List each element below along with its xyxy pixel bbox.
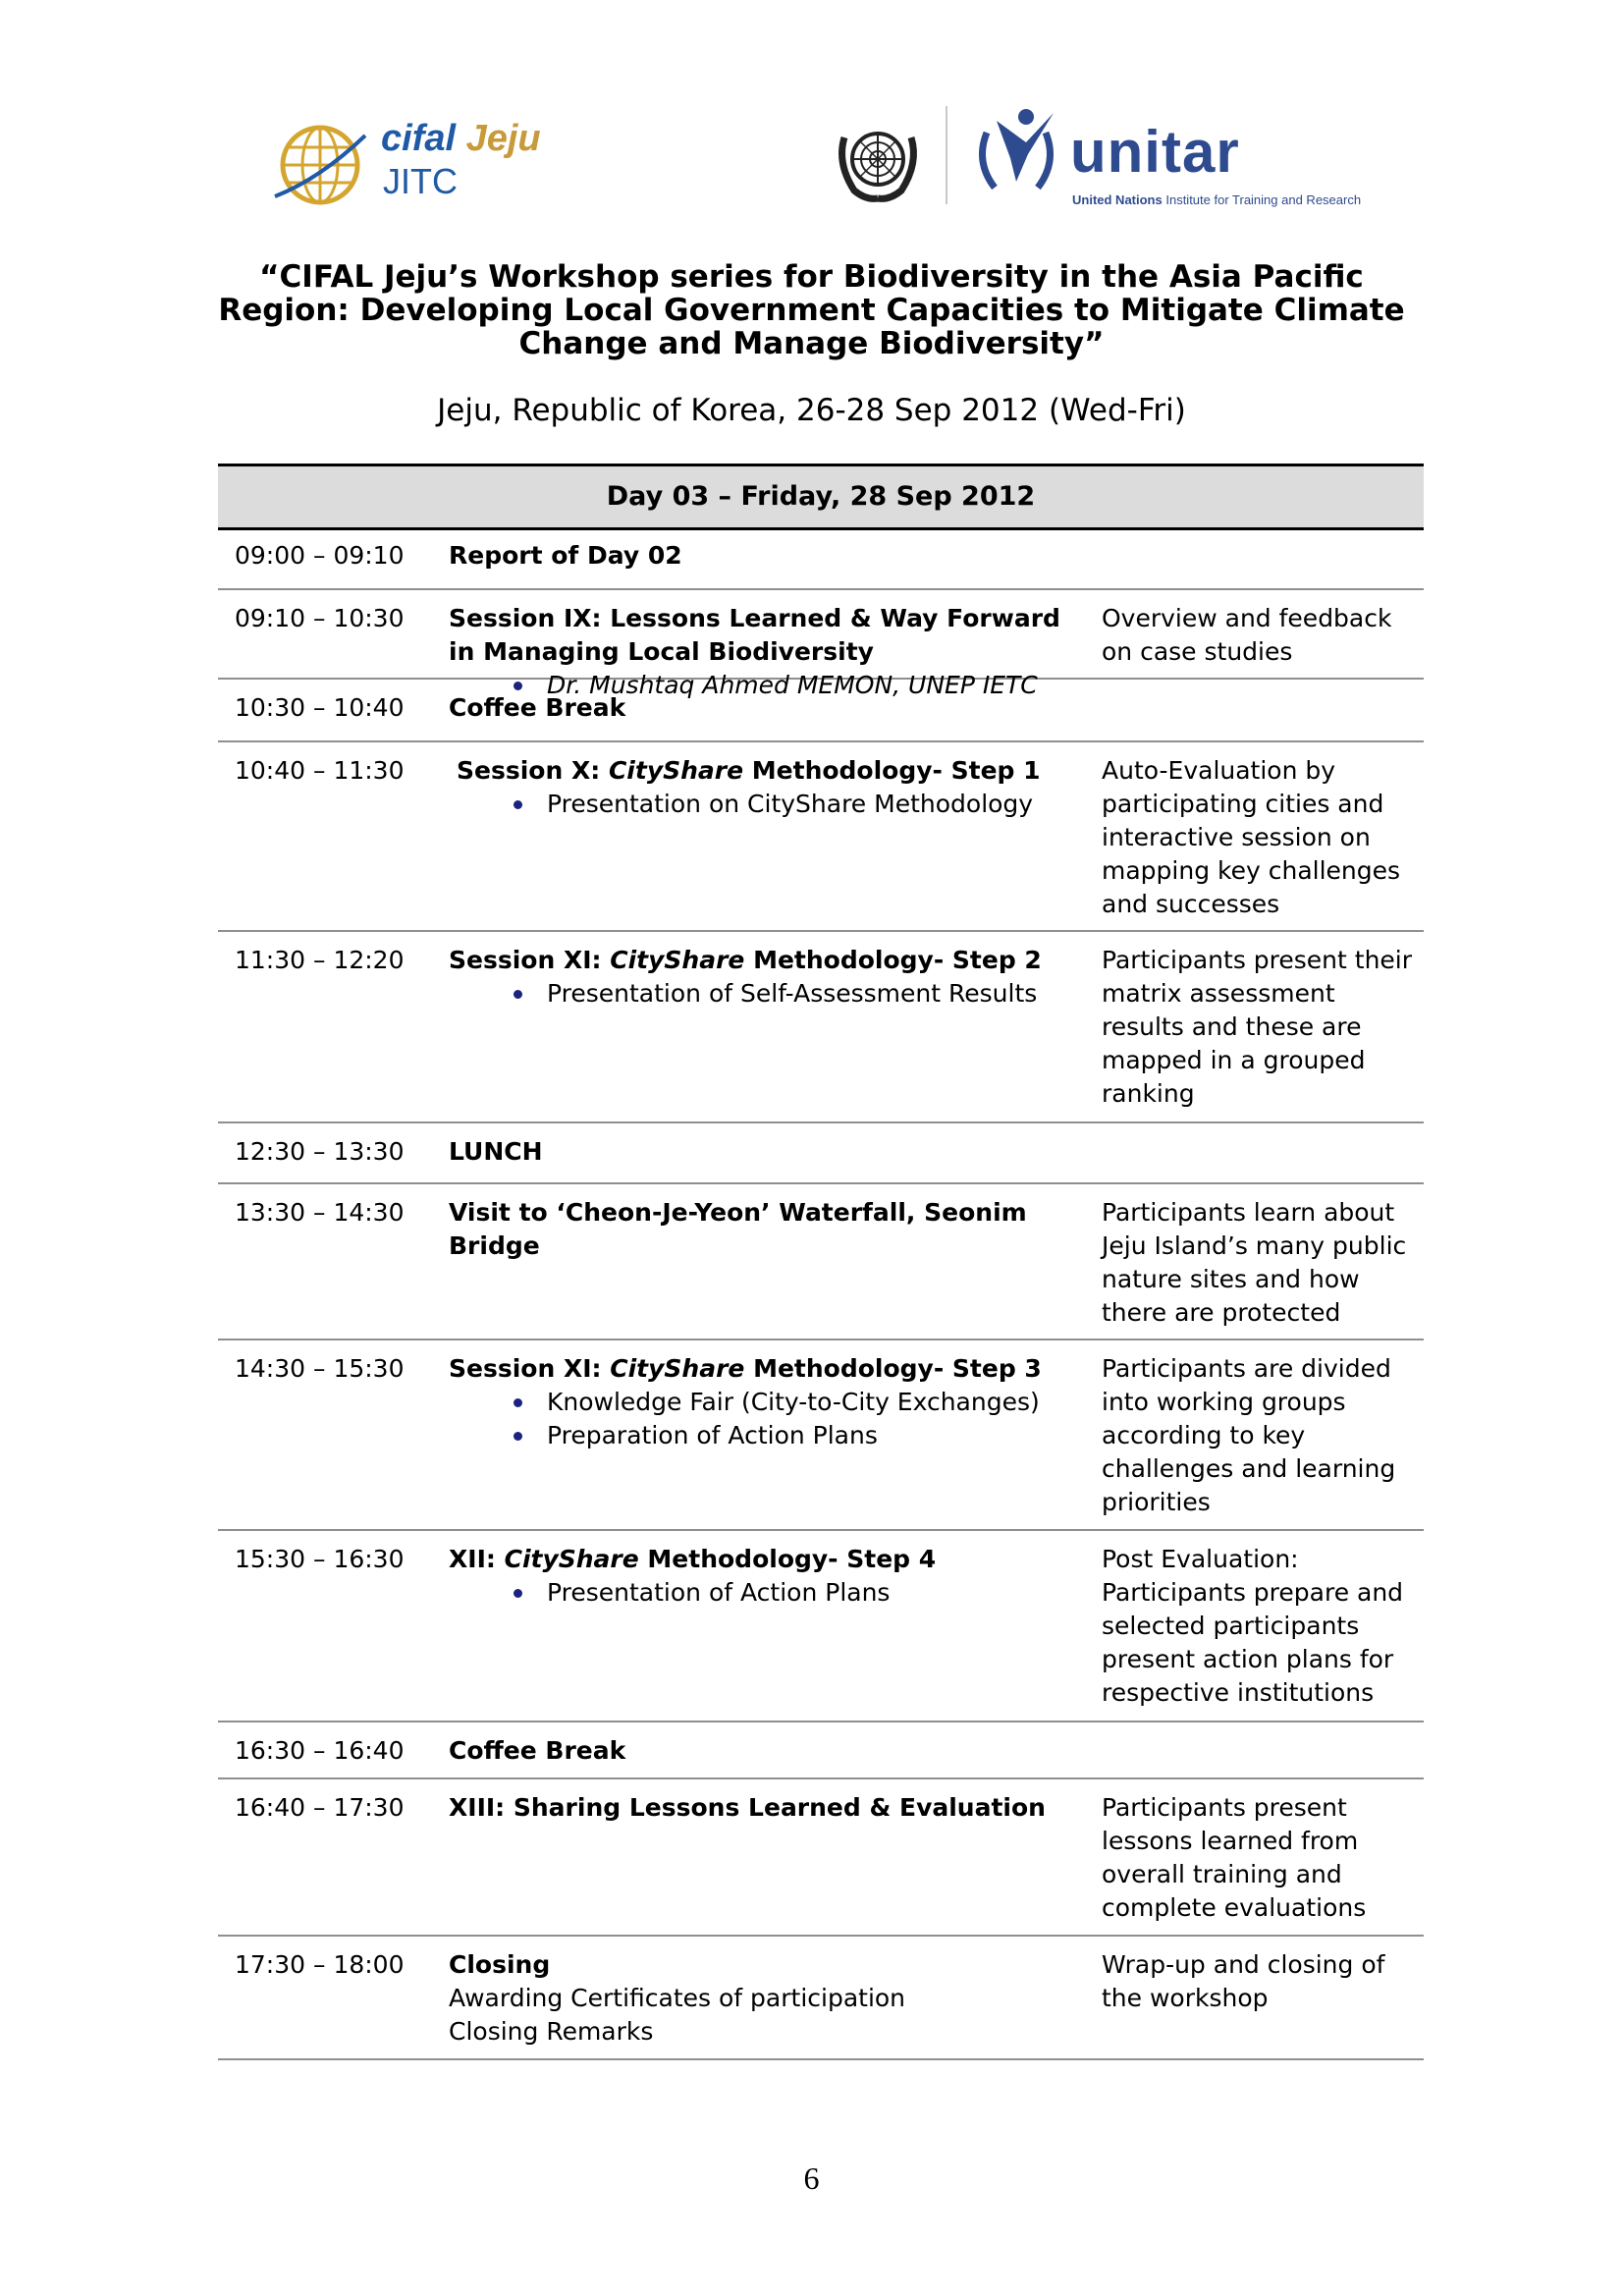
time-cell: 13:30 – 14:30 — [235, 1198, 405, 1227]
unitar-figure-icon — [967, 103, 1065, 201]
session-cell — [449, 944, 1087, 1011]
unitar-wordmark: unitar — [1070, 119, 1240, 185]
time-cell: 11:30 – 12:20 — [235, 946, 405, 974]
logo-divider — [946, 106, 947, 204]
session-method: CityShare — [504, 1545, 639, 1573]
cifal-word: cifal — [381, 118, 457, 159]
unitar-tagline — [1072, 192, 1361, 207]
note-cell: Overview and feedback on case studies — [1102, 604, 1392, 666]
bullet-item: Knowledge Fair (City-to-City Exchanges) — [449, 1386, 1087, 1419]
session-title: LUNCH — [449, 1137, 543, 1166]
document-subtitle: Jeju, Republic of Korea, 26-28 Sep 2012 (Wed-Fri) — [437, 393, 1186, 428]
note-cell: Auto-Evaluation by participating cities and interactive session on mapping key challenges and successes — [1102, 756, 1401, 918]
table-row — [218, 1779, 1424, 1937]
session-number: Session X: — [457, 756, 609, 785]
table-row — [218, 1531, 1424, 1722]
time-cell: 16:40 – 17:30 — [235, 1793, 405, 1822]
jitc-text: JITC — [383, 161, 458, 201]
logo-bar — [0, 98, 1623, 226]
table-row — [218, 1184, 1424, 1340]
table-row — [218, 1937, 1424, 2060]
table-row — [218, 932, 1424, 1123]
time-cell: 15:30 – 16:30 — [235, 1545, 405, 1573]
bullet-item: Presentation of Action Plans — [449, 1576, 1087, 1610]
session-cell — [449, 1543, 1087, 1610]
session-method: CityShare — [610, 946, 745, 974]
cifal-jeju-logo — [273, 108, 568, 216]
bullet-item: Preparation of Action Plans — [449, 1419, 1087, 1452]
session-number: Session XI: — [449, 1354, 611, 1383]
session-title: Visit to ‘Cheon-Je-Yeon’ Waterfall, Seonim Bridge — [449, 1198, 1027, 1260]
table-row — [218, 742, 1424, 932]
table-row — [218, 590, 1424, 699]
session-method: CityShare — [608, 756, 744, 785]
session-title: Coffee Break — [449, 1736, 626, 1765]
page-number: 6 — [803, 2160, 820, 2196]
table-row — [218, 1340, 1424, 1531]
detail-line: Awarding Certificates of participation — [449, 1984, 906, 2012]
unitar-tagline-rest: Institute for Training and Research — [1162, 192, 1362, 207]
globe-icon — [273, 118, 367, 212]
session-title: Session IX: Lessons Learned & Way Forward in Managing Local Biodiversity — [449, 604, 1060, 666]
session-number: XII: — [449, 1545, 505, 1573]
note-cell: Participants present lessons learned from overall training and complete evaluations — [1102, 1793, 1367, 1922]
session-cell — [449, 754, 1087, 821]
time-cell: 09:10 – 10:30 — [235, 604, 405, 632]
schedule-table — [218, 527, 1424, 2060]
table-row — [218, 1722, 1424, 1779]
session-title — [449, 1352, 1087, 1386]
day-header: Day 03 – Friday, 28 Sep 2012 — [218, 464, 1424, 530]
table-row — [218, 1123, 1424, 1184]
time-cell: 14:30 – 15:30 — [235, 1354, 405, 1383]
time-cell: 10:40 – 11:30 — [235, 756, 405, 785]
session-step: Methodology- Step 2 — [744, 946, 1042, 974]
session-title: Report of Day 02 — [449, 541, 682, 570]
session-title: Closing — [449, 1950, 551, 1979]
document-title: “CIFAL Jeju’s Workshop series for Biodiversity in the Asia Pacific Region: Developing Local Government Capacities to Mitigate Climate Change and Manage Biodiversity” — [218, 259, 1405, 361]
session-cell — [449, 1948, 1087, 2049]
session-number: Session XI: — [449, 946, 611, 974]
bullet-item: Dr. Mushtaq Ahmed MEMON, UNEP IETC — [449, 669, 1087, 702]
time-cell: 17:30 – 18:00 — [235, 1950, 405, 1979]
detail-line: Closing Remarks — [449, 2017, 654, 2046]
session-title: Coffee Break — [449, 693, 626, 722]
note-cell: Participants present their matrix assessment results and these are mapped in a grouped ranking — [1102, 946, 1413, 1108]
time-cell: 12:30 – 13:30 — [235, 1137, 405, 1166]
session-step: Methodology- Step 4 — [638, 1545, 937, 1573]
session-method: CityShare — [610, 1354, 745, 1383]
session-step: Methodology- Step 1 — [743, 756, 1041, 785]
session-title: XIII: Sharing Lessons Learned & Evaluation — [449, 1793, 1046, 1822]
note-cell: Participants are divided into working groups according to key challenges and learning priorities — [1102, 1354, 1396, 1516]
note-cell: Post Evaluation: Participants prepare and selected participants present action plans for respective institutions — [1102, 1545, 1404, 1707]
bullet-item: Presentation on CityShare Methodology — [449, 788, 1087, 821]
bullet-item: Presentation of Self-Assessment Results — [449, 977, 1087, 1011]
session-cell — [449, 1352, 1087, 1452]
time-cell: 16:30 – 16:40 — [235, 1736, 405, 1765]
session-title — [449, 754, 1087, 788]
table-row — [218, 527, 1424, 590]
time-cell: 09:00 – 09:10 — [235, 541, 405, 570]
time-cell: 10:30 – 10:40 — [235, 693, 405, 722]
table-row — [218, 680, 1424, 742]
note-cell: Wrap-up and closing of the workshop — [1102, 1950, 1385, 2012]
jeju-word: Jeju — [465, 118, 541, 159]
session-step: Methodology- Step 3 — [744, 1354, 1042, 1383]
note-cell: Participants learn about Jeju Island’s many public nature sites and how there are protected — [1102, 1198, 1407, 1327]
session-title — [449, 1543, 1087, 1576]
session-title — [449, 944, 1087, 977]
cifal-jeju-wordmark — [381, 118, 541, 160]
unitar-tagline-bold: United Nations — [1072, 192, 1163, 207]
un-emblem-icon — [833, 120, 923, 204]
